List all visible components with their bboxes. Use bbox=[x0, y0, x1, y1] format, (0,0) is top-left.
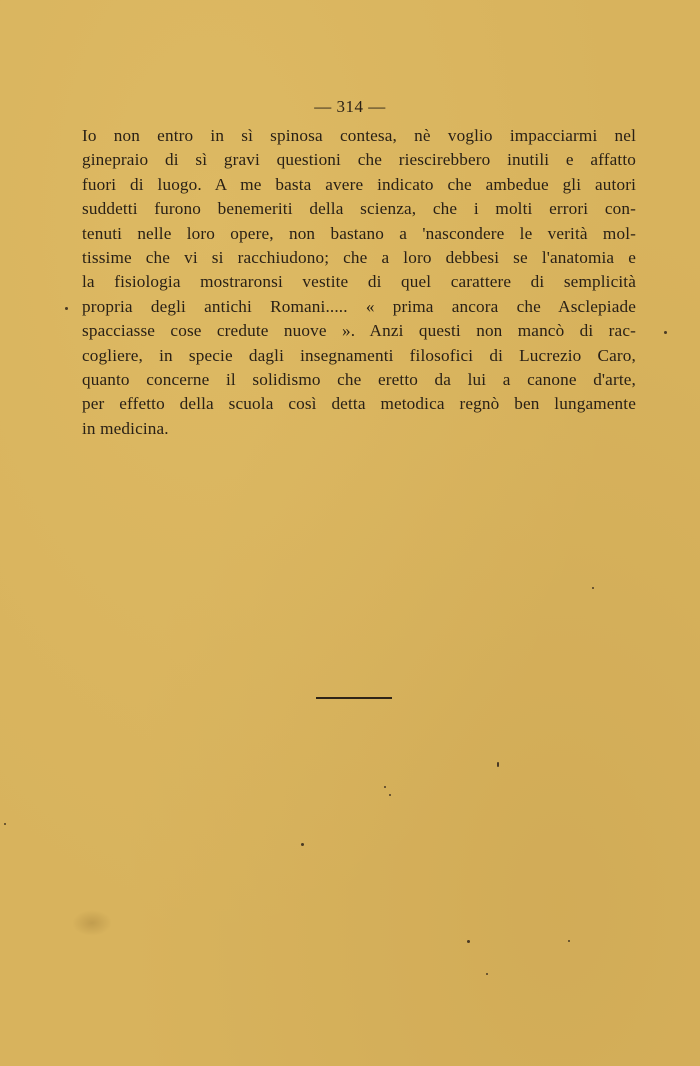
text-line: per effetto della scuola così detta metodica regnò ben lungamente bbox=[82, 394, 636, 414]
text-line: tissime che vi si racchiudono; che a loro debbesi se l'anatomia e bbox=[82, 248, 636, 268]
text-line: in medicina. bbox=[82, 418, 169, 438]
paper-speck bbox=[384, 786, 386, 788]
text-line: la fisiologia mostraronsi vestite di quel carattere di semplicità bbox=[82, 272, 636, 292]
paper-speck bbox=[486, 973, 488, 975]
text-line: propria degli antichi Romani..... « prima ancora che Asclepiade bbox=[82, 296, 636, 316]
text-line: suddetti furono benemeriti della scienza, che i molti errori con- bbox=[82, 199, 636, 219]
paper-speck bbox=[4, 823, 6, 825]
paper-speck bbox=[568, 940, 570, 942]
paper-speck bbox=[301, 843, 304, 846]
paper-speck bbox=[664, 331, 667, 334]
paper-speck bbox=[389, 794, 391, 796]
text-line: tenuti nelle loro opere, non bastano a 'nascondere le verità mol- bbox=[82, 223, 636, 243]
text-line: cogliere, in specie dagli insegnamenti filosofici di Lucrezio Caro, bbox=[82, 345, 636, 365]
paper-speck bbox=[497, 762, 499, 767]
paper-speck bbox=[592, 587, 594, 589]
text-line: Io non entro in sì spinosa contesa, nè voglio impacciarmi nel bbox=[82, 126, 636, 145]
text-line: ginepraio di sì gravi questioni che riescirebbero inutili e affatto bbox=[82, 150, 636, 170]
page-number: — 314 — bbox=[314, 97, 386, 116]
text-line: fuori di luogo. A me basta avere indicato che ambedue gli autori bbox=[82, 174, 636, 194]
section-rule bbox=[316, 697, 392, 699]
text-line: quanto concerne il solidismo che eretto da lui a canone d'arte, bbox=[82, 370, 636, 390]
paper-speck bbox=[65, 307, 68, 310]
text-line: spacciasse cose credute nuove ». Anzi questi non mancò di rac- bbox=[82, 321, 636, 341]
body-paragraph bbox=[82, 124, 636, 441]
paper-smudge bbox=[72, 910, 112, 936]
paper-speck bbox=[467, 940, 470, 943]
